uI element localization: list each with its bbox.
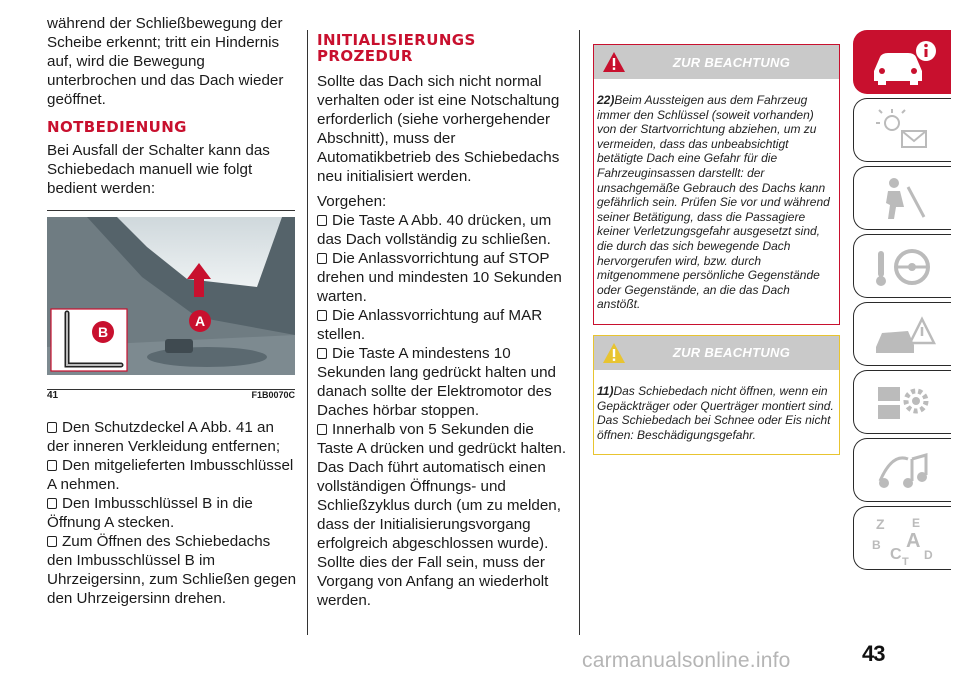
- checkbox-bullet-icon: [317, 215, 327, 226]
- checkbox-bullet-icon: [47, 498, 57, 509]
- svg-text:B: B: [872, 538, 881, 552]
- tab-emergency[interactable]: [853, 302, 951, 366]
- multimedia-icon: [868, 445, 938, 497]
- figure-number: 41: [47, 390, 59, 401]
- bullet-item: Die Taste A Abb. 40 drücken, um das Dach vollständig zu schließen.: [317, 212, 552, 248]
- figure-label-b: B: [97, 324, 109, 340]
- tab-warning-lights[interactable]: [853, 98, 951, 162]
- figure-41: [47, 210, 295, 401]
- checkbox-bullet-icon: [317, 310, 327, 321]
- section-text: Bei Ausfall der Schalter kann das Schiebedach manuell wie folgt bedient werden:: [47, 142, 270, 197]
- column-middle: [317, 14, 567, 610]
- column-divider: [307, 30, 308, 635]
- page-number: 43: [862, 641, 885, 666]
- warning-triangle-icon: [602, 342, 626, 364]
- warning-header: [594, 45, 839, 79]
- section-text: Sollte das Dach sich nicht normal verhalten oder ist eine Notschaltung erforderlich (siehe vorhergehender Abschnitt), muss der Automatikbetrieb des Schiebedachs neu initialisiert werden.: [317, 73, 560, 185]
- svg-text:A: A: [906, 530, 921, 552]
- svg-text:T: T: [902, 556, 909, 565]
- index-icon: [868, 513, 938, 565]
- figure-code: F1B0070C: [251, 390, 295, 400]
- checkbox-bullet-icon: [47, 422, 57, 433]
- warning-box-red: [593, 44, 840, 325]
- procedure-label: Vorgehen:: [317, 193, 387, 210]
- bullet-item: Den Imbusschlüssel B in die Öffnung A stecken.: [47, 495, 253, 531]
- emergency-icon: [868, 309, 938, 361]
- svg-text:Z: Z: [876, 516, 885, 532]
- steering-icon: [868, 241, 938, 293]
- warning-lights-icon: [868, 105, 938, 157]
- warning-triangle-icon: [602, 51, 626, 73]
- car-info-icon: [868, 37, 938, 89]
- checkbox-bullet-icon: [317, 424, 327, 435]
- checkbox-bullet-icon: [47, 536, 57, 547]
- bullet-item: Die Taste A mindestens 10 Sekunden lang gedrückt halten und danach sollte der Elektromotor des Daches hörbar stoppen.: [317, 345, 556, 419]
- bullet-item: Den Schutzdeckel A Abb. 41 an der inneren Verkleidung entfernen;: [47, 419, 281, 455]
- figure-label-a: A: [194, 313, 206, 329]
- warning-title: ZUR BEACHTUNG: [672, 345, 791, 361]
- intro-paragraph: während der Schließbewegung der Scheibe erkennt; tritt ein Hindernis auf, wird die Bewegung unterbrochen und das Dach wieder geöffnet.: [47, 15, 284, 108]
- bullet-item: Zum Öffnen des Schiebedachs den Imbusschlüssel B im Uhrzeigersinn, zum Schließen gegen den Uhrzeigersinn drehen.: [47, 533, 297, 607]
- checkbox-bullet-icon: [317, 348, 327, 359]
- tab-index[interactable]: [853, 506, 951, 570]
- safety-icon: [868, 173, 938, 225]
- warning-body: 22)Beim Aussteigen aus dem Fahrzeug immer den Schlüssel (soweit vorhanden) von der Startvorrichtung abziehen, um zu vermeiden, dass das unbeabsichtigt betätigte Dach eine Gefahr für die Fahrzeuginsassen darstellt: der unsachgemäße Gebrauch des Dachs kann gefährlich sein. Prüfen Sie vor und während seiner Betätigung, dass die Passagiere keiner Verletzungsgefahr ausgesetzt sind, die durch das sich bewegende Dach hervorgerufen wird, bzw. durch mitgenommene persönliche Gegenstände oder Gegenstände, an die das Dach anstößt.: [597, 93, 830, 312]
- tab-safety[interactable]: [853, 166, 951, 230]
- svg-text:D: D: [924, 548, 933, 562]
- tab-car-info[interactable]: [853, 30, 951, 94]
- section-heading-initialisierung: INITIALISIERUNGS PROZEDUR: [317, 31, 476, 65]
- tab-multimedia[interactable]: [853, 438, 951, 502]
- warning-box-yellow: [593, 335, 840, 455]
- warning-body: 11)Das Schiebedach nicht öffnen, wenn ein Gepäckträger oder Querträger montiert sind. Das Schiebedach bei Schnee oder Eis nicht öffnen: Beschädigungsgefahr.: [597, 383, 834, 442]
- warning-title: ZUR BEACHTUNG: [672, 54, 791, 70]
- bullet-item: Den mitgelieferten Imbusschlüssel A nehmen.: [47, 457, 294, 493]
- svg-text:C: C: [890, 546, 902, 563]
- checkbox-bullet-icon: [317, 253, 327, 264]
- section-heading-notbedienung: NOTBEDIENUNG: [47, 118, 187, 136]
- maintenance-icon: [868, 377, 938, 429]
- column-right: [593, 44, 840, 465]
- sunroof-illustration: [47, 217, 295, 375]
- warning-header: [594, 336, 839, 370]
- bullet-item: Innerhalb von 5 Sekunden die Taste A drücken und gedrückt halten. Das Dach führt automatisch einen vollständigen Öffnungs- und Schließzyklus durch (um zu melden, dass der Initialisierungsvorgang erfolgreich abgeschlossen wurde). Sollte dies der Fall sein, muss der Vorgang von Anfang an wiederholt werden.: [317, 421, 567, 609]
- column-left: [47, 14, 297, 608]
- bullet-item: Die Anlassvorrichtung auf STOP drehen und mindesten 10 Sekunden warten.: [317, 250, 562, 305]
- column-divider: [579, 30, 580, 635]
- svg-text:E: E: [912, 516, 921, 530]
- watermark: carmanualsonline.info: [582, 649, 791, 672]
- checkbox-bullet-icon: [47, 460, 57, 471]
- tab-maintenance[interactable]: [853, 370, 951, 434]
- bullet-item: Die Anlassvorrichtung auf MAR stellen.: [317, 307, 543, 343]
- tab-steering[interactable]: [853, 234, 951, 298]
